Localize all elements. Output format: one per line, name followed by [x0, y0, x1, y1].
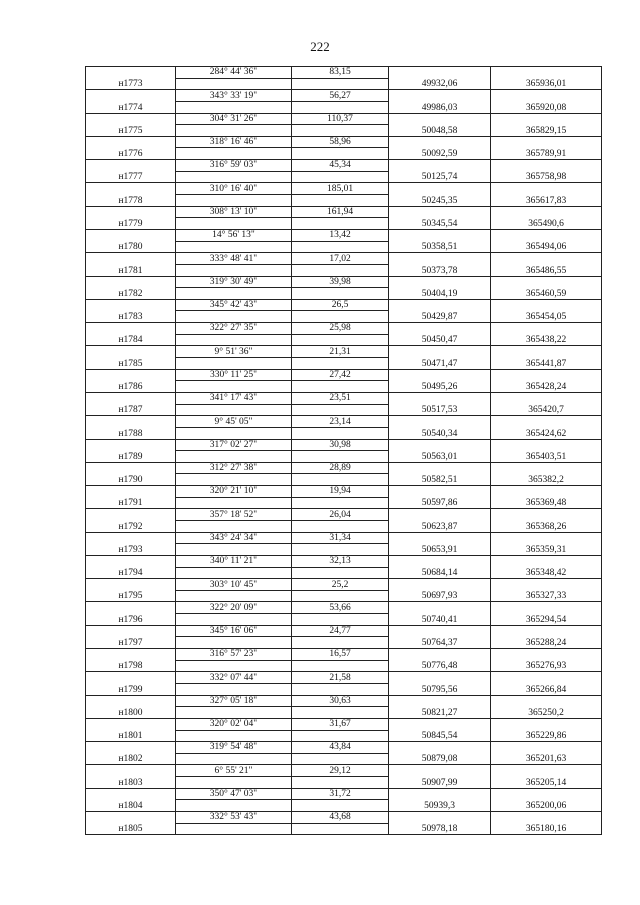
empty-cell — [292, 707, 389, 719]
distance-cell: 16,57 — [292, 649, 389, 661]
empty-cell — [292, 264, 389, 276]
y-coordinate-cell: 365205,14 — [491, 765, 602, 788]
empty-cell — [176, 590, 292, 602]
angle-cell: 316° 57' 23" — [176, 649, 292, 661]
segment-row — [86, 649, 602, 661]
distance-cell: 26,5 — [292, 299, 389, 311]
x-coordinate-cell: 50540,34 — [389, 416, 491, 439]
point-cell: н1783 — [86, 299, 176, 322]
empty-cell — [176, 427, 292, 439]
empty-cell — [176, 195, 292, 207]
empty-cell — [292, 753, 389, 765]
distance-cell: 21,31 — [292, 346, 389, 358]
empty-cell — [292, 125, 389, 137]
empty-cell — [292, 777, 389, 789]
point-cell: н1785 — [86, 346, 176, 369]
segment-row — [86, 555, 602, 567]
segment-row — [86, 183, 602, 195]
empty-cell — [292, 823, 389, 835]
y-coordinate-cell: 365789,91 — [491, 136, 602, 159]
y-coordinate-cell: 365424,62 — [491, 416, 602, 439]
empty-cell — [176, 78, 292, 90]
segment-row — [86, 253, 602, 265]
empty-cell — [176, 637, 292, 649]
segment-row — [86, 229, 602, 241]
distance-cell: 31,34 — [292, 532, 389, 544]
segment-row — [86, 369, 602, 381]
empty-cell — [176, 823, 292, 835]
empty-cell — [292, 474, 389, 486]
angle-cell: 319° 30' 49" — [176, 276, 292, 288]
empty-cell — [292, 404, 389, 416]
segment-row — [86, 67, 602, 79]
y-coordinate-cell: 365403,51 — [491, 439, 602, 462]
empty-cell — [176, 264, 292, 276]
x-coordinate-cell: 50821,27 — [389, 695, 491, 718]
y-coordinate-cell: 365294,54 — [491, 602, 602, 625]
y-coordinate-cell: 365368,26 — [491, 509, 602, 532]
x-coordinate-cell: 50697,93 — [389, 579, 491, 602]
x-coordinate-cell: 50495,26 — [389, 369, 491, 392]
empty-cell — [292, 195, 389, 207]
y-coordinate-cell: 365201,63 — [491, 742, 602, 765]
x-coordinate-cell: 50429,87 — [389, 299, 491, 322]
empty-cell — [292, 334, 389, 346]
segment-row — [86, 392, 602, 404]
empty-cell — [292, 288, 389, 300]
y-coordinate-cell: 365180,16 — [491, 812, 602, 835]
distance-cell: 23,14 — [292, 416, 389, 428]
y-coordinate-cell: 365438,22 — [491, 323, 602, 346]
angle-cell: 9° 45' 05" — [176, 416, 292, 428]
empty-cell — [176, 241, 292, 253]
x-coordinate-cell: 50597,86 — [389, 486, 491, 509]
distance-cell: 185,01 — [292, 183, 389, 195]
y-coordinate-cell: 365428,24 — [491, 369, 602, 392]
x-coordinate-cell: 50795,56 — [389, 672, 491, 695]
empty-cell — [176, 707, 292, 719]
segment-row — [86, 299, 602, 311]
distance-cell: 43,84 — [292, 742, 389, 754]
y-coordinate-cell: 365920,08 — [491, 90, 602, 113]
empty-cell — [176, 148, 292, 160]
empty-cell — [292, 218, 389, 230]
segment-row — [86, 672, 602, 684]
segment-row — [86, 160, 602, 172]
point-cell: н1781 — [86, 253, 176, 276]
x-coordinate-cell: 50939,3 — [389, 788, 491, 811]
angle-cell: 332° 07' 44" — [176, 672, 292, 684]
x-coordinate-cell: 50764,37 — [389, 625, 491, 648]
segment-row — [86, 765, 602, 777]
point-cell: н1787 — [86, 392, 176, 415]
point-cell: н1800 — [86, 695, 176, 718]
distance-cell: 19,94 — [292, 486, 389, 498]
x-coordinate-cell: 50450,47 — [389, 323, 491, 346]
point-cell: н1790 — [86, 462, 176, 485]
y-coordinate-cell: 365200,06 — [491, 788, 602, 811]
segment-row — [86, 136, 602, 148]
point-cell: н1776 — [86, 136, 176, 159]
x-coordinate-cell: 50907,99 — [389, 765, 491, 788]
y-coordinate-cell: 365494,06 — [491, 229, 602, 252]
x-coordinate-cell: 50776,48 — [389, 649, 491, 672]
point-cell: н1782 — [86, 276, 176, 299]
point-cell: н1788 — [86, 416, 176, 439]
point-cell: н1775 — [86, 113, 176, 136]
angle-cell: 316° 59' 03" — [176, 160, 292, 172]
angle-cell: 327° 05' 18" — [176, 695, 292, 707]
angle-cell: 284° 44' 36" — [176, 67, 292, 79]
empty-cell — [292, 78, 389, 90]
distance-cell: 110,37 — [292, 113, 389, 125]
x-coordinate-cell: 50245,35 — [389, 183, 491, 206]
point-cell: н1778 — [86, 183, 176, 206]
y-coordinate-cell: 365758,98 — [491, 160, 602, 183]
segment-row — [86, 462, 602, 474]
angle-cell: 308° 13' 10" — [176, 206, 292, 218]
point-cell: н1796 — [86, 602, 176, 625]
distance-cell: 45,34 — [292, 160, 389, 172]
empty-cell — [292, 544, 389, 556]
point-cell: н1803 — [86, 765, 176, 788]
distance-cell: 30,98 — [292, 439, 389, 451]
segment-row — [86, 788, 602, 800]
x-coordinate-cell: 50684,14 — [389, 555, 491, 578]
x-coordinate-cell: 50623,87 — [389, 509, 491, 532]
angle-cell: 343° 33' 19" — [176, 90, 292, 102]
segment-row — [86, 323, 602, 335]
x-coordinate-cell: 50345,54 — [389, 206, 491, 229]
distance-cell: 30,63 — [292, 695, 389, 707]
y-coordinate-cell: 365288,24 — [491, 625, 602, 648]
angle-cell: 14° 56' 13" — [176, 229, 292, 241]
angle-cell: 333° 48' 41" — [176, 253, 292, 265]
y-coordinate-cell: 365617,83 — [491, 183, 602, 206]
distance-cell: 24,77 — [292, 625, 389, 637]
distance-cell: 21,58 — [292, 672, 389, 684]
segment-row — [86, 113, 602, 125]
empty-cell — [176, 567, 292, 579]
distance-cell: 26,04 — [292, 509, 389, 521]
segment-row — [86, 346, 602, 358]
empty-cell — [176, 660, 292, 672]
distance-cell: 58,96 — [292, 136, 389, 148]
x-coordinate-cell: 50358,51 — [389, 229, 491, 252]
segment-row — [86, 602, 602, 614]
y-coordinate-cell: 365454,05 — [491, 299, 602, 322]
empty-cell — [176, 730, 292, 742]
angle-cell: 6° 55' 21" — [176, 765, 292, 777]
empty-cell — [176, 451, 292, 463]
point-cell: н1786 — [86, 369, 176, 392]
y-coordinate-cell: 365420,7 — [491, 392, 602, 415]
angle-cell: 345° 42' 43" — [176, 299, 292, 311]
point-cell: н1791 — [86, 486, 176, 509]
empty-cell — [176, 683, 292, 695]
y-coordinate-cell: 365490,6 — [491, 206, 602, 229]
angle-cell: 350° 47' 03" — [176, 788, 292, 800]
y-coordinate-cell: 365441,87 — [491, 346, 602, 369]
distance-cell: 31,67 — [292, 718, 389, 730]
point-cell: н1805 — [86, 812, 176, 835]
empty-cell — [292, 171, 389, 183]
angle-cell: 322° 27' 35" — [176, 323, 292, 335]
y-coordinate-cell: 365369,48 — [491, 486, 602, 509]
x-coordinate-cell: 50978,18 — [389, 812, 491, 835]
empty-cell — [292, 148, 389, 160]
distance-cell: 31,72 — [292, 788, 389, 800]
x-coordinate-cell: 50563,01 — [389, 439, 491, 462]
segment-row — [86, 718, 602, 730]
segment-row — [86, 206, 602, 218]
segment-row — [86, 439, 602, 451]
x-coordinate-cell: 50740,41 — [389, 602, 491, 625]
point-cell: н1804 — [86, 788, 176, 811]
angle-cell: 312° 27' 38" — [176, 462, 292, 474]
x-coordinate-cell: 50471,47 — [389, 346, 491, 369]
x-coordinate-cell: 49932,06 — [389, 67, 491, 90]
segment-row — [86, 742, 602, 754]
segment-row — [86, 90, 602, 102]
angle-cell: 304° 31' 26" — [176, 113, 292, 125]
angle-cell: 9° 51' 36" — [176, 346, 292, 358]
x-coordinate-cell: 50373,78 — [389, 253, 491, 276]
y-coordinate-cell: 365486,55 — [491, 253, 602, 276]
empty-cell — [176, 334, 292, 346]
empty-cell — [292, 683, 389, 695]
empty-cell — [176, 753, 292, 765]
distance-cell: 25,98 — [292, 323, 389, 335]
point-cell: н1780 — [86, 229, 176, 252]
point-cell: н1801 — [86, 718, 176, 741]
angle-cell: 310° 16' 40" — [176, 183, 292, 195]
y-coordinate-cell: 365327,33 — [491, 579, 602, 602]
angle-cell: 345° 16' 06" — [176, 625, 292, 637]
distance-cell: 43,68 — [292, 812, 389, 824]
distance-cell: 28,89 — [292, 462, 389, 474]
empty-cell — [292, 311, 389, 323]
point-cell: н1784 — [86, 323, 176, 346]
segment-row — [86, 579, 602, 591]
distance-cell: 39,98 — [292, 276, 389, 288]
empty-cell — [292, 358, 389, 370]
y-coordinate-cell: 365829,15 — [491, 113, 602, 136]
angle-cell: 317° 02' 27" — [176, 439, 292, 451]
distance-cell: 17,02 — [292, 253, 389, 265]
empty-cell — [292, 427, 389, 439]
y-coordinate-cell: 365276,93 — [491, 649, 602, 672]
empty-cell — [292, 497, 389, 509]
distance-cell: 161,94 — [292, 206, 389, 218]
x-coordinate-cell: 50125,74 — [389, 160, 491, 183]
empty-cell — [292, 800, 389, 812]
angle-cell: 340° 11' 21" — [176, 555, 292, 567]
y-coordinate-cell: 365460,59 — [491, 276, 602, 299]
y-coordinate-cell: 365348,42 — [491, 555, 602, 578]
point-cell: н1798 — [86, 649, 176, 672]
point-cell: н1774 — [86, 90, 176, 113]
empty-cell — [176, 288, 292, 300]
x-coordinate-cell: 50092,59 — [389, 136, 491, 159]
empty-cell — [292, 614, 389, 626]
empty-cell — [176, 474, 292, 486]
empty-cell — [176, 777, 292, 789]
point-cell: н1793 — [86, 532, 176, 555]
y-coordinate-cell: 365382,2 — [491, 462, 602, 485]
empty-cell — [292, 101, 389, 113]
empty-cell — [292, 660, 389, 672]
empty-cell — [292, 520, 389, 532]
x-coordinate-cell: 50582,51 — [389, 462, 491, 485]
segment-row — [86, 509, 602, 521]
point-cell: н1797 — [86, 625, 176, 648]
angle-cell: 330° 11' 25" — [176, 369, 292, 381]
segment-row — [86, 625, 602, 637]
point-cell: н1802 — [86, 742, 176, 765]
distance-cell: 27,42 — [292, 369, 389, 381]
point-cell: н1773 — [86, 67, 176, 90]
distance-cell: 13,42 — [292, 229, 389, 241]
point-cell: н1777 — [86, 160, 176, 183]
empty-cell — [176, 544, 292, 556]
distance-cell: 53,66 — [292, 602, 389, 614]
y-coordinate-cell: 365936,01 — [491, 67, 602, 90]
empty-cell — [176, 404, 292, 416]
angle-cell: 357° 18' 52" — [176, 509, 292, 521]
x-coordinate-cell: 50517,53 — [389, 392, 491, 415]
angle-cell: 320° 02' 04" — [176, 718, 292, 730]
empty-cell — [292, 590, 389, 602]
segment-row — [86, 532, 602, 544]
distance-cell: 32,13 — [292, 555, 389, 567]
angle-cell: 320° 21' 10" — [176, 486, 292, 498]
coordinates-table — [85, 66, 602, 835]
segment-row — [86, 812, 602, 824]
point-cell: н1779 — [86, 206, 176, 229]
x-coordinate-cell: 49986,03 — [389, 90, 491, 113]
empty-cell — [292, 730, 389, 742]
x-coordinate-cell: 50879,08 — [389, 742, 491, 765]
distance-cell: 56,27 — [292, 90, 389, 102]
segment-row — [86, 416, 602, 428]
empty-cell — [176, 218, 292, 230]
empty-cell — [176, 101, 292, 113]
distance-cell: 83,15 — [292, 67, 389, 79]
angle-cell: 303° 10' 45" — [176, 579, 292, 591]
empty-cell — [292, 637, 389, 649]
y-coordinate-cell: 365359,31 — [491, 532, 602, 555]
x-coordinate-cell: 50845,54 — [389, 718, 491, 741]
x-coordinate-cell: 50404,19 — [389, 276, 491, 299]
y-coordinate-cell: 365266,84 — [491, 672, 602, 695]
empty-cell — [292, 241, 389, 253]
empty-cell — [176, 311, 292, 323]
empty-cell — [176, 614, 292, 626]
empty-cell — [176, 800, 292, 812]
y-coordinate-cell: 365250,2 — [491, 695, 602, 718]
segment-row — [86, 276, 602, 288]
distance-cell: 23,51 — [292, 392, 389, 404]
angle-cell: 332° 53' 43" — [176, 812, 292, 824]
point-cell: н1792 — [86, 509, 176, 532]
empty-cell — [292, 567, 389, 579]
segment-row — [86, 486, 602, 498]
point-cell: н1794 — [86, 555, 176, 578]
empty-cell — [176, 125, 292, 137]
empty-cell — [176, 358, 292, 370]
angle-cell: 318° 16' 46" — [176, 136, 292, 148]
empty-cell — [176, 520, 292, 532]
empty-cell — [292, 451, 389, 463]
angle-cell: 343° 24' 34" — [176, 532, 292, 544]
x-coordinate-cell: 50653,91 — [389, 532, 491, 555]
empty-cell — [176, 497, 292, 509]
empty-cell — [292, 381, 389, 393]
point-cell: н1795 — [86, 579, 176, 602]
page-number: 222 — [310, 39, 330, 54]
empty-cell — [176, 381, 292, 393]
x-coordinate-cell: 50048,58 — [389, 113, 491, 136]
segment-row — [86, 695, 602, 707]
point-cell: н1789 — [86, 439, 176, 462]
angle-cell: 341° 17' 43" — [176, 392, 292, 404]
empty-cell — [176, 171, 292, 183]
y-coordinate-cell: 365229,86 — [491, 718, 602, 741]
angle-cell: 322° 20' 09" — [176, 602, 292, 614]
point-cell: н1799 — [86, 672, 176, 695]
distance-cell: 25,2 — [292, 579, 389, 591]
distance-cell: 29,12 — [292, 765, 389, 777]
angle-cell: 319° 54' 48" — [176, 742, 292, 754]
